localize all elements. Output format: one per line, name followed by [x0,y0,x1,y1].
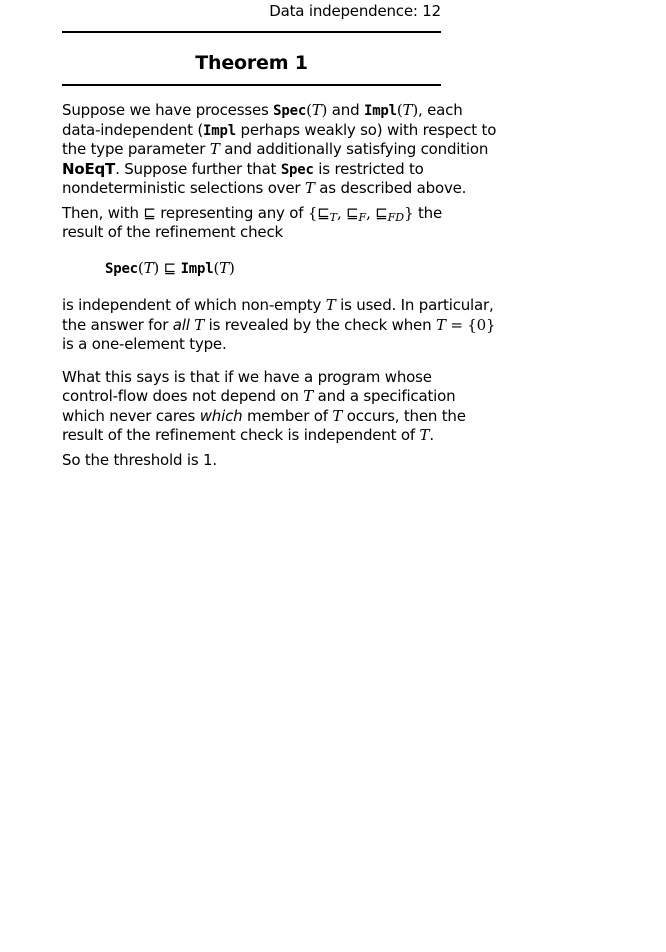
text-line [105,259,454,279]
text-segment: ⊑ [317,203,330,222]
text-segment: Then, with [62,203,144,222]
text-segment: and [327,101,364,119]
text-segment: the [413,203,443,222]
text-line [62,368,454,388]
top-rule [62,31,441,33]
text-segment: = {0} [445,315,496,334]
text-line [62,101,463,121]
text-line [62,426,454,446]
text-segment: Suppose we have processes [62,101,274,119]
text-segment: ) [321,101,328,119]
text-segment: T [325,296,336,314]
text-segment: F [358,210,367,224]
text-segment: ( [213,258,220,277]
page-header: Data independence: 12 [269,2,441,20]
text-segment: T [209,140,220,158]
text-segment: result of the refinement check [62,223,283,241]
text-segment: data-independent ( [62,120,204,139]
text-segment: nondeterministic selections over [62,179,305,197]
text-segment: T [304,179,315,197]
text-segment: is a one-element type. [62,335,227,353]
text-line [62,451,454,471]
text-segment: So the threshold is 1. [62,450,217,469]
text-segment: ( [137,258,144,277]
para-4 [62,367,466,446]
slide-body [62,101,497,475]
text-segment: T [143,258,154,277]
text-segment: FD [387,210,405,224]
text-segment: ( [306,101,312,119]
text-segment: , each [418,101,463,119]
text-segment: NoEqT [62,159,116,178]
text-segment: member of [242,406,333,425]
para-3 [62,296,496,355]
text-segment: ) [228,258,235,277]
text-segment: , [366,203,376,222]
text-segment: is restricted to [313,159,424,178]
text-segment: representing any of [155,203,308,222]
text-segment: and additionally satisfying condition [219,140,489,158]
text-segment: Spec [273,103,307,119]
text-segment: and a specification [313,387,456,405]
text-segment: Impl [180,260,214,277]
text-line [62,296,494,316]
text-segment: ) [153,258,160,277]
text-segment: Impl [203,122,236,139]
text-segment: Spec [105,260,138,277]
text-line [62,204,454,224]
text-segment: T [311,101,322,119]
text-line [62,120,497,141]
text-segment: control-flow does not depend on [62,387,304,405]
text-line [62,335,454,355]
bottom-rule [62,84,441,86]
text-segment: as described above. [314,179,467,197]
text-segment: T [435,315,446,334]
text-segment: is revealed by the check when [204,315,436,334]
text-segment: ) [412,101,419,119]
text-segment: } [404,203,414,222]
text-segment: the type parameter [62,140,210,158]
text-segment: T [332,406,343,425]
text-segment: T [329,210,337,224]
text-line [62,140,489,160]
text-line [62,315,496,336]
page-title: Theorem 1 [195,52,308,74]
text-segment: is used. In particular, [335,296,494,314]
text-segment: T [219,258,229,277]
text-segment: What this says is that if we have a program whose [62,367,432,386]
text-line [62,387,454,407]
text-segment: ⊑ [346,203,359,222]
para-5 [62,451,454,471]
text-segment: ⊑ [375,203,388,222]
text-segment: is independent of which non-empty [62,296,326,314]
text-segment: ⊑ [143,203,156,222]
text-line [62,179,467,199]
text-segment: the answer for [62,315,173,334]
text-segment: T [419,426,430,444]
text-line [62,223,454,243]
text-segment: . [429,426,434,444]
text-segment: occurs, then the [342,406,466,425]
text-segment: ( [396,101,403,119]
text-segment: perhaps weakly so) with respect to [235,120,497,139]
text-segment: which [199,406,243,425]
text-segment: result of the refinement check is independent of [62,426,420,444]
text-segment: Impl [363,103,397,119]
para-2 [62,204,454,243]
para-1 [62,101,497,199]
text-segment: T [303,387,314,405]
text-segment: Spec [280,161,314,178]
text-segment: { [307,203,318,222]
formula [105,259,454,279]
text-segment: all [172,315,190,334]
text-segment: T [194,315,205,334]
text-segment: . Suppose further that [115,159,281,178]
text-segment: ⊑ [159,258,181,277]
text-segment: T [402,101,413,119]
text-segment: which never cares [62,406,200,425]
text-line [62,406,466,427]
text-segment: , [336,203,347,222]
text-line [62,160,454,180]
